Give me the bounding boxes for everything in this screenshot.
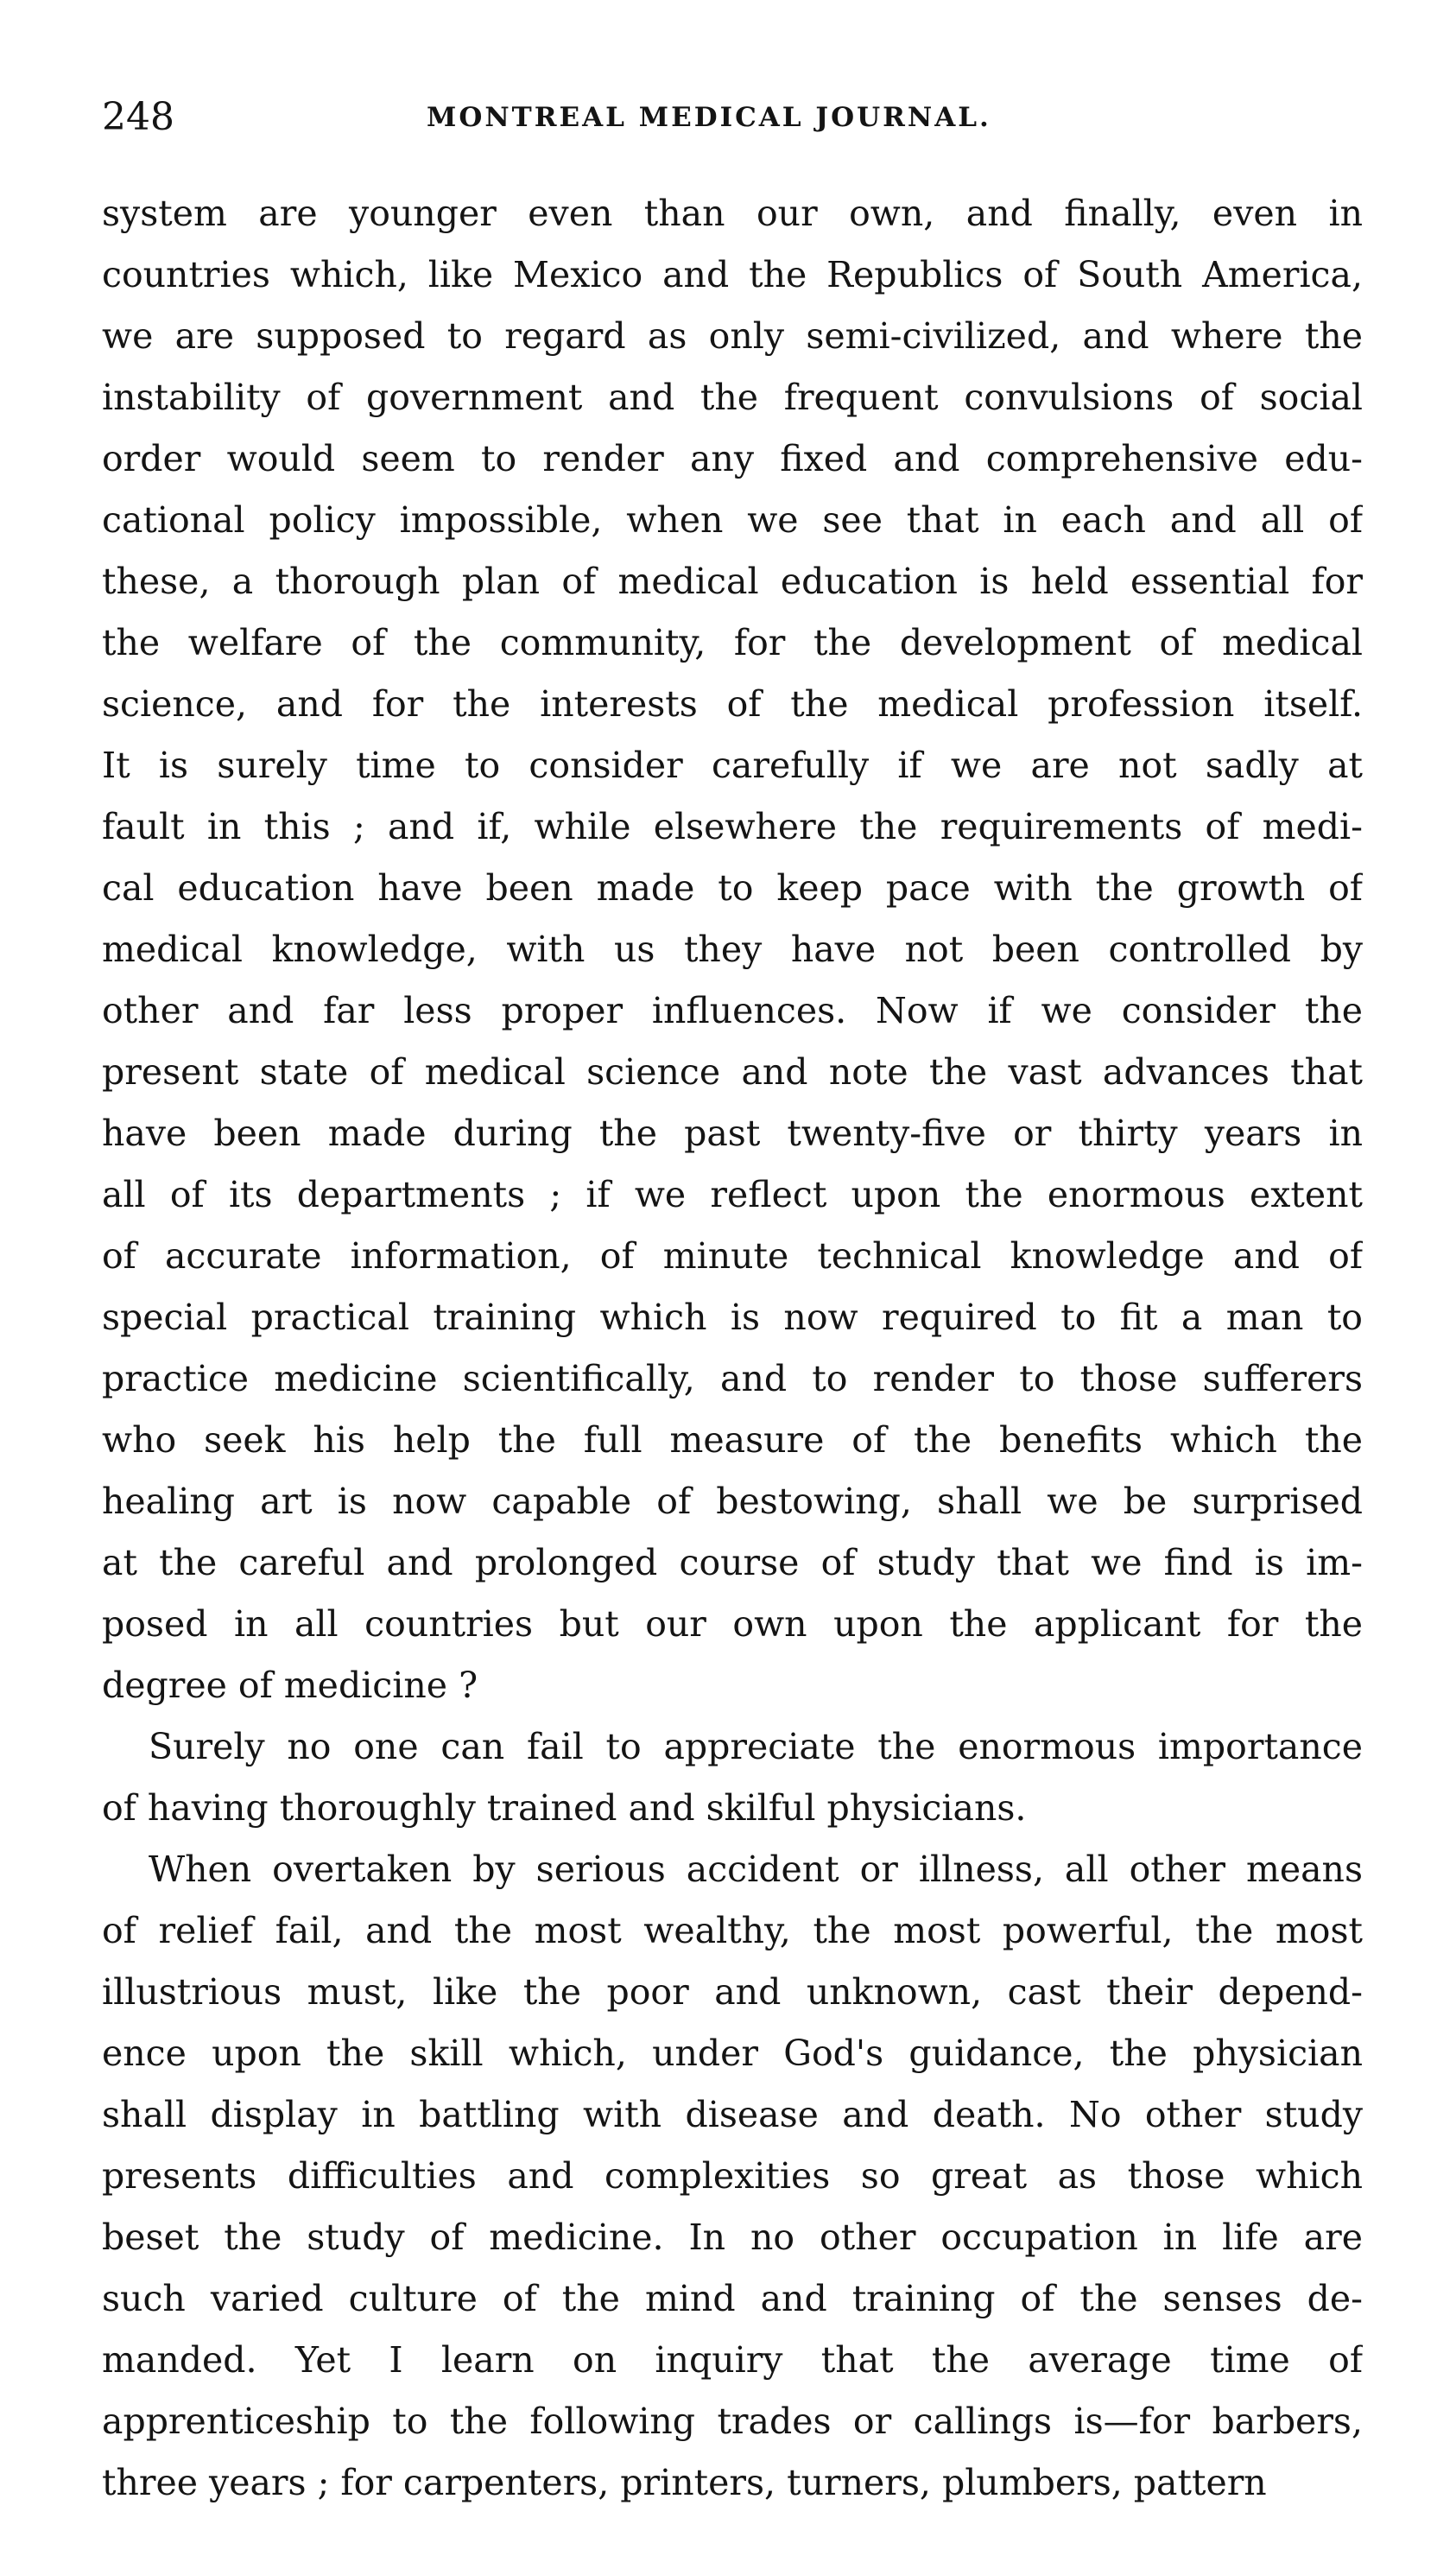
text-line: presents difficulties and complexities so great as those which xyxy=(102,2155,1363,2197)
body-text xyxy=(102,183,1363,2514)
text-line: ence upon the skill which, under God's guidance, the physician xyxy=(102,2033,1363,2074)
text-line: fault in this ; and if, while elsewhere the requirements of medi- xyxy=(102,806,1363,847)
paragraph xyxy=(102,183,1363,1716)
text-line: medical knowledge, with us they have not been controlled by xyxy=(102,929,1363,970)
text-line: the welfare of the community, for the development of medical xyxy=(102,622,1363,663)
text-line: of relief fail, and the most wealthy, the most powerful, the most xyxy=(102,1910,1363,1951)
text-line: at the careful and prolonged course of study that we find is im- xyxy=(102,1542,1363,1583)
text-line: When overtaken by serious accident or illness, all other means xyxy=(149,1849,1363,1890)
text-line: degree of medicine ? xyxy=(102,1665,478,1706)
text-line: have been made during the past twenty-five or thirty years in xyxy=(102,1113,1363,1154)
text-line: instability of government and the frequent convulsions of social xyxy=(102,377,1363,418)
paragraph xyxy=(102,1839,1363,2514)
running-head: MONTREAL MEDICAL JOURNAL. xyxy=(427,102,991,133)
text-line: shall display in battling with disease and death. No other study xyxy=(102,2094,1363,2135)
text-line: posed in all countries but our own upon the applicant for the xyxy=(102,1603,1363,1645)
text-line: three years ; for carpenters, printers, turners, plumbers, pattern xyxy=(102,2462,1267,2503)
text-line: present state of medical science and note the vast advances that xyxy=(102,1051,1363,1093)
text-line: order would seem to render any fixed and comprehensive edu- xyxy=(102,438,1363,479)
text-line: all of its departments ; if we reflect upon the enormous extent xyxy=(102,1174,1363,1215)
text-line: other and far less proper influences. Now if we consider the xyxy=(102,990,1363,1031)
text-line: of having thoroughly trained and skilful physicians. xyxy=(102,1787,1027,1829)
paragraph xyxy=(102,1716,1363,1839)
text-line: apprenticeship to the following trades or callings is—for barbers, xyxy=(102,2401,1363,2442)
text-line: healing art is now capable of bestowing, shall we be surprised xyxy=(102,1481,1363,1522)
page-header xyxy=(102,79,1363,149)
text-line: of accurate information, of minute technical knowledge and of xyxy=(102,1235,1363,1277)
text-line: cal education have been made to keep pace with the growth of xyxy=(102,867,1363,909)
text-line: Surely no one can fail to appreciate the enormous importance xyxy=(149,1726,1363,1767)
text-line: science, and for the interests of the medical profession itself. xyxy=(102,683,1363,725)
text-line: who seek his help the full measure of the benefits which the xyxy=(102,1419,1363,1461)
text-line: beset the study of medicine. In no other occupation in life are xyxy=(102,2217,1363,2258)
text-line: these, a thorough plan of medical education is held essential for xyxy=(102,561,1363,602)
text-line: countries which, like Mexico and the Republics of South America, xyxy=(102,254,1363,295)
text-line: such varied culture of the mind and training of the senses de- xyxy=(102,2278,1363,2319)
text-line: special practical training which is now required to fit a man to xyxy=(102,1297,1363,1338)
text-line: cational policy impossible, when we see that in each and all of xyxy=(102,499,1363,541)
page-number: 248 xyxy=(102,95,174,139)
text-line: illustrious must, like the poor and unknown, cast their depend- xyxy=(102,1971,1363,2013)
text-line: manded. Yet I learn on inquiry that the average time of xyxy=(102,2339,1363,2381)
text-line: It is surely time to consider carefully if we are not sadly at xyxy=(102,745,1363,786)
text-line: we are supposed to regard as only semi-civilized, and where the xyxy=(102,315,1363,357)
text-line: system are younger even than our own, and finally, even in xyxy=(102,193,1363,234)
text-line: practice medicine scientifically, and to render to those sufferers xyxy=(102,1358,1363,1399)
